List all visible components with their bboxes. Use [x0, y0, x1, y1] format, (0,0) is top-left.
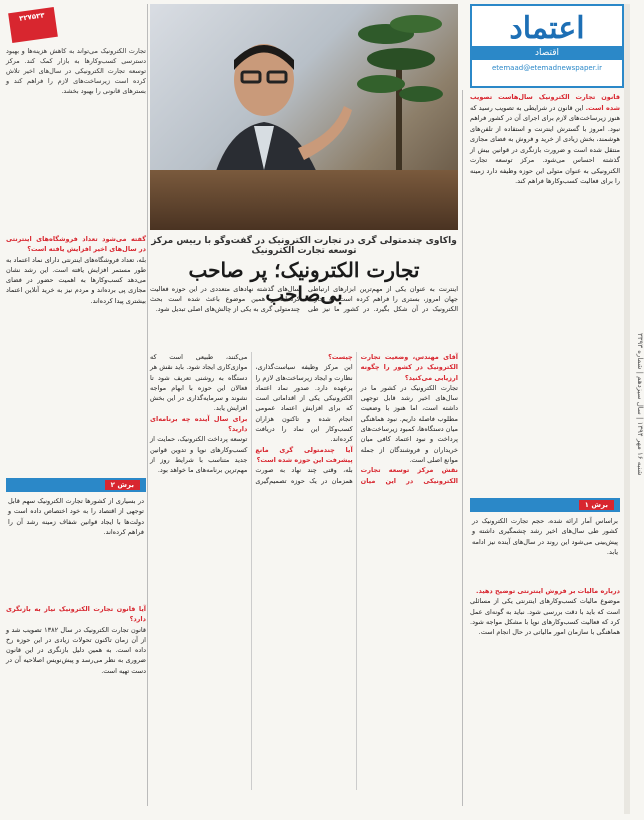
newspaper-logo: اعتماد [509, 11, 585, 46]
box-text: در بسیاری از کشورها تجارت الکترونیک سهم قابل توجهی از اقتصاد را به خود اختصاص داده است و دولت‌ها با ایجاد قوانین شفاف زمینه رشد آن را فراهم کرده‌اند. [8, 497, 144, 536]
question: آیا قانون تجارت الکترونیک نیاز به بازنگری دارد؟ [6, 605, 146, 624]
answer: موضوع مالیات کسب‌وکارهای اینترنتی یکی از مسائلی است که باید با دقت بررسی شود. نباید به گونه‌ای عمل کرد که فعالیت کسب‌وکارهای نوپا با مشکل مواجه شود. هماهنگی با سازمان امور مالیاتی در حال انجام است. [470, 597, 620, 637]
issue-line: شنبه ۱۶ مهر ۱۳۹۴ | سال سیزدهم | شماره ۳۳۹۳ [636, 332, 644, 476]
answer: بله، وقتی چند نهاد به صورت همزمان در یک حوزه تصمیم‌گیری می‌کنند، طبیعی است که موازی‌کاری ایجاد شود. باید نقش هر دستگاه به روشنی تعریف شود تا فعالان این حوزه با ابهام مواجه نشوند و سرمایه‌گذاری در این بخش افزایش یابد. [150, 353, 353, 485]
article-body [150, 352, 458, 790]
box-header [6, 478, 146, 492]
email-address: etemaad@etemadnewspaper.ir [492, 64, 602, 72]
question: گفته می‌شود تعداد فروشگاه‌های اینترنتی در سال‌های اخیر افزایش یافته است؟ [6, 235, 146, 254]
box-header [470, 498, 620, 512]
answer: توسعه پرداخت الکترونیک، حمایت از کسب‌وکارهای نوپا و تدوین قوانین جدید متناسب با شرایط روز از مهم‌ترین برنامه‌های ما خواهد بود. [150, 435, 248, 475]
plant-image [356, 4, 446, 174]
left-lower-column [6, 604, 146, 804]
promo-column [6, 6, 146, 232]
question: برای سال آینده چه برنامه‌ای دارید؟ [150, 414, 248, 434]
column-divider [147, 4, 148, 806]
box-label: برش ۱ [579, 500, 614, 510]
sidebar-box-left [6, 478, 146, 541]
right-column-lead: قانون تجارت الکترونیک سال‌هاست تصویب شده است. [470, 93, 621, 112]
column-divider [462, 90, 463, 806]
box-text: براساس آمار ارائه شده، حجم تجارت الکترونیک در کشور طی سال‌های اخیر رشد چشمگیری داشته و پیش‌بینی می‌شود این روند در سال‌های آینده نیز ادامه یابد. [472, 517, 618, 556]
kicker: واکاوی چندمتولی گری در تجارت الکترونیک در گفت‌وگو با رییس مرکز توسعه تجارت الکترونیک [151, 236, 457, 256]
question: درباره مالیات بر فروش اینترنتی توضیح دهید. [476, 587, 620, 595]
headline: تجارت الکترونیک؛ پر صاحب بی‌صاحب [188, 258, 420, 306]
section-label: اقتصاد [472, 46, 622, 60]
promo-text: تجارت الکترونیک می‌تواند به کاهش هزینه‌ها و بهبود دسترسی کسب‌وکارها به بازار کمک کند. مرکز توسعه تجارت الکترونیکی در سال‌های اخیر تلاش کرده است زیرساخت‌های لازم را فراهم کند و بسترهای قانونی را بهبود بخشد. [6, 47, 146, 95]
interview-photo [150, 4, 458, 230]
question: آقای مهندس، وضعیت تجارت الکترونیک در کشور را چگونه ارزیابی می‌کنید؟ [360, 353, 458, 382]
masthead [470, 4, 624, 88]
answer: تجارت الکترونیک در کشور ما در سال‌های اخیر رشد قابل توجهی داشته است، اما هنوز با وضعیت مطلوب فاصله داریم. نبود هماهنگی میان دستگاه‌ها، کمبود زیرساخت‌های پرداخت و نبود اعتماد کافی میان خریداران و فروشندگان از جمله موانع اصلی است. [360, 383, 458, 464]
answer: قانون تجارت الکترونیک در سال ۱۳۸۲ تصویب شد و از آن زمان تاکنون تحولات زیادی در این حوزه رخ داده است. به همین دلیل بازنگری در این قانون ضروری به نظر می‌رسد و پیش‌نویس اصلاحیه آن در دست تهیه است. [6, 625, 146, 675]
question: آیا چندمتولی گری مانع پیشرفت این حوزه شده است؟ [255, 445, 353, 464]
answer: بله، تعداد فروشگاه‌های اینترنتی دارای نماد اعتماد به طور مستمر افزایش یافته است. این رشد نشان می‌دهد کسب‌وکارها به اهمیت حضور در فضای مجازی پی برده‌اند و مردم نیز به خرید آنلاین اعتماد بیشتری پیدا کرده‌اند. [6, 255, 146, 305]
answer: این مرکز وظیفه سیاست‌گذاری، نظارت و ایجاد زیرساخت‌های لازم را برعهده دارد. صدور نماد اعتماد الکترونیکی یکی از اقداماتی است که برای افزایش اعتماد عمومی انجام شده و تاکنون هزاران کسب‌وکار این نماد را دریافت کرده‌اند. [255, 363, 353, 444]
sidebar-box-right [470, 498, 620, 561]
left-column [6, 234, 146, 476]
article-intro: اینترنت به عنوان یکی از مهم‌ترین ابزارهای ارتباطی جهان امروز، بستری را فراهم کرده است که تجارت الکترونیک در آن شکل بگیرد. در کشور ما نیز طی سال‌های گذشته نهادهای متعددی در این حوزه فعالیت کرده‌اند و همین موضوع باعث شده است بحث چندمتولی گری به یکی از چالش‌های اصلی تبدیل شود. [150, 285, 458, 313]
promo-badge: ۳۲۷۵۳۳ [8, 7, 58, 43]
box-label: برش ۲ [105, 480, 140, 490]
right-column-text: این قانون در شرایطی به تصویب رسید که هنوز زیرساخت‌های لازم برای اجرای آن در کشور فراهم نبود. امروز با گسترش اینترنت و استفاده از تلفن‌های هوشمند، بخش زیادی از خرید و فروش به فضای مجازی منتقل شده است و ضرورت بازنگری در قوانین بیش از گذشته احساس می‌شود. مرکز توسعه تجارت الکترونیکی به عنوان متولی این حوزه وظیفه دارد زمینه را برای فعالیت کسب‌وکارها فراهم کند. [470, 103, 620, 185]
question: نقش مرکز توسعه تجارت الکترونیکی در این میان چیست؟ [328, 353, 458, 485]
table-image [150, 170, 458, 230]
right-lower-column [470, 586, 620, 804]
